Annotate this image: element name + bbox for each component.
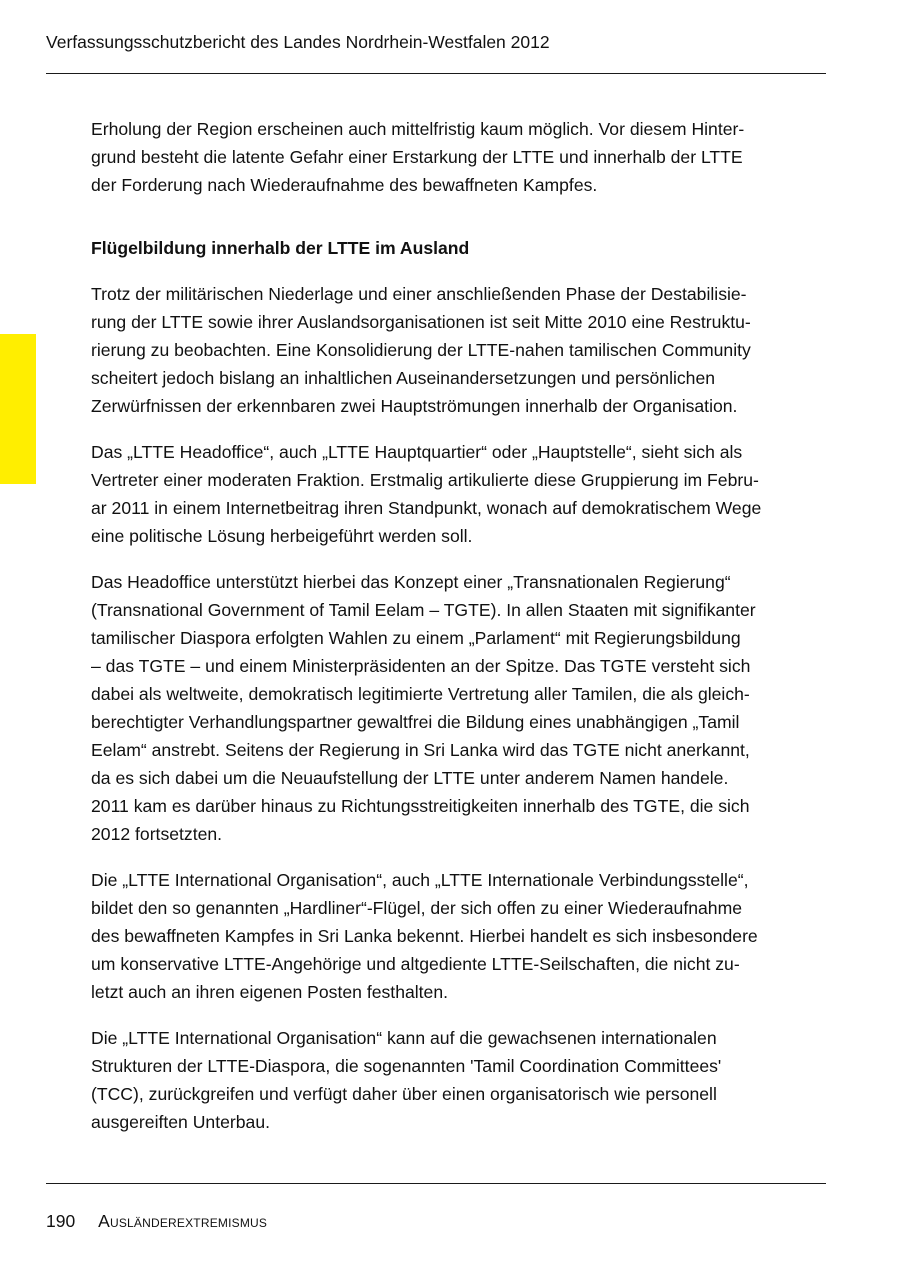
text-line: – das TGTE – und einem Ministerpräsidenten an der Spitze. Das TGTE versteht sich bbox=[91, 656, 751, 676]
text-line: ausgereiften Unterbau. bbox=[91, 1112, 270, 1132]
text-line: grund besteht die latente Gefahr einer Erstarkung der LTTE und innerhalb der LTTE bbox=[91, 147, 743, 167]
text-line: da es sich dabei um die Neuaufstellung der LTTE unter anderem Namen handele. bbox=[91, 768, 729, 788]
page-footer bbox=[46, 1209, 267, 1233]
header-divider bbox=[46, 73, 826, 74]
paragraph bbox=[91, 1024, 831, 1136]
text-line: bildet den so genannten „Hardliner“-Flügel, der sich offen zu einer Wiederaufnahme bbox=[91, 898, 743, 918]
text-line: um konservative LTTE-Angehörige und altgediente LTTE-Seilschaften, die nicht zu- bbox=[91, 954, 740, 974]
text-line: Die „LTTE International Organisation“ kann auf die gewachsenen internationalen bbox=[91, 1028, 717, 1048]
text-line: Das Headoffice unterstützt hierbei das Konzept einer „Transnationalen Regierung“ bbox=[91, 572, 731, 592]
page-body bbox=[91, 115, 831, 1154]
text-line: berechtigter Verhandlungspartner gewaltfrei die Bildung eines unabhängigen „Tamil bbox=[91, 712, 740, 732]
section-title: Ausländerextremismus bbox=[98, 1211, 268, 1231]
text-line: (Transnational Government of Tamil Eelam – TGTE). In allen Staaten mit signifikanter bbox=[91, 600, 756, 620]
text-line: dabei als weltweite, demokratisch legitimierte Vertretung aller Tamilen, die als gleich- bbox=[91, 684, 750, 704]
text-line: (TCC), zurückgreifen und verfügt daher über einen organisatorisch wie personell bbox=[91, 1084, 717, 1104]
text-line: der Forderung nach Wiederaufnahme des bewaffneten Kampfes. bbox=[91, 175, 598, 195]
text-line: Trotz der militärischen Niederlage und einer anschließenden Phase der Destabilisie- bbox=[91, 284, 747, 304]
text-line: Strukturen der LTTE-Diaspora, die sogenannten 'Tamil Coordination Committees' bbox=[91, 1056, 722, 1076]
text-line: 2012 fortsetzten. bbox=[91, 824, 223, 844]
paragraph bbox=[91, 568, 831, 848]
footer-divider bbox=[46, 1183, 826, 1184]
text-line: Erholung der Region erscheinen auch mittelfristig kaum möglich. Vor diesem Hinter- bbox=[91, 119, 745, 139]
paragraph bbox=[91, 438, 831, 550]
section-heading: Flügelbildung innerhalb der LTTE im Ausland bbox=[91, 238, 470, 258]
intro-paragraph bbox=[91, 115, 831, 199]
text-line: tamilischer Diaspora erfolgten Wahlen zu einem „Parlament“ mit Regierungsbildung bbox=[91, 628, 741, 648]
text-line: Eelam“ anstrebt. Seitens der Regierung in Sri Lanka wird das TGTE nicht anerkannt, bbox=[91, 740, 750, 760]
text-line: Die „LTTE International Organisation“, auch „LTTE Internationale Verbindungsstelle“, bbox=[91, 870, 749, 890]
text-line: 2011 kam es darüber hinaus zu Richtungsstreitigkeiten innerhalb des TGTE, die sich bbox=[91, 796, 750, 816]
text-line: des bewaffneten Kampfes in Sri Lanka bekennt. Hierbei handelt es sich insbesondere bbox=[91, 926, 758, 946]
text-line: letzt auch an ihren eigenen Posten festhalten. bbox=[91, 982, 449, 1002]
chapter-marker bbox=[0, 334, 36, 484]
paragraph bbox=[91, 866, 831, 1006]
text-line: scheitert jedoch bislang an inhaltlichen Auseinandersetzungen und persönlichen bbox=[91, 368, 716, 388]
text-line: Zerwürfnissen der erkennbaren zwei Hauptströmungen innerhalb der Organisation. bbox=[91, 396, 738, 416]
text-line: ar 2011 in einem Internetbeitrag ihren Standpunkt, wonach auf demokratischem Wege bbox=[91, 498, 762, 518]
text-line: Das „LTTE Headoffice“, auch „LTTE Hauptquartier“ oder „Hauptstelle“, sieht sich als bbox=[91, 442, 743, 462]
paragraph bbox=[91, 280, 831, 420]
page-number: 190 bbox=[46, 1211, 76, 1231]
text-line: eine politische Lösung herbeigeführt werden soll. bbox=[91, 526, 473, 546]
text-line: Vertreter einer moderaten Fraktion. Erstmalig artikulierte diese Gruppierung im Febru- bbox=[91, 470, 759, 490]
text-line: rung der LTTE sowie ihrer Auslandsorganisationen ist seit Mitte 2010 eine Restruktu- bbox=[91, 312, 751, 332]
text-line: rierung zu beobachten. Eine Konsolidierung der LTTE-nahen tamilischen Community bbox=[91, 340, 751, 360]
running-header: Verfassungsschutzbericht des Landes Nordrhein-Westfalen 2012 bbox=[46, 32, 550, 52]
